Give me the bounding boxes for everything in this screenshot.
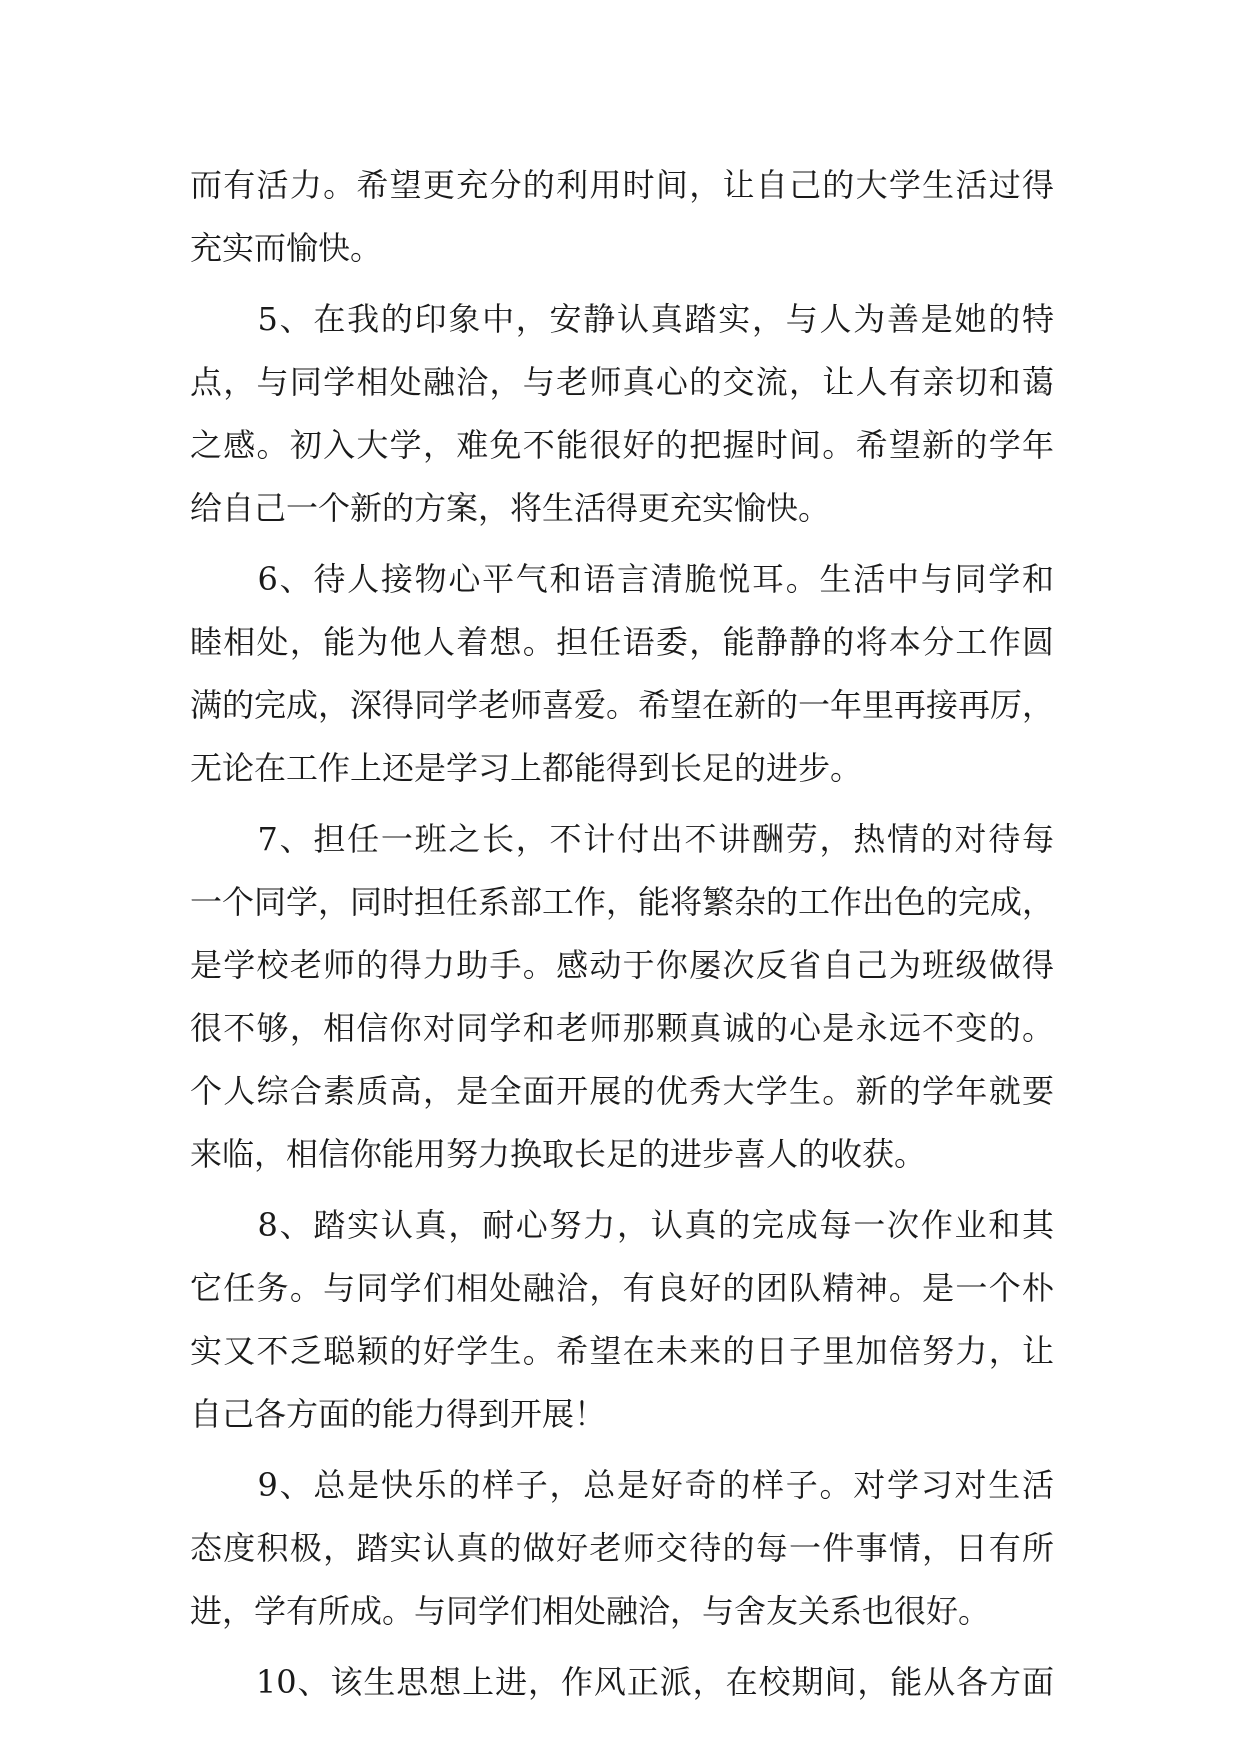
text-line: 6、待人接物心平气和语言清脆悦耳。生活中与同学和	[190, 560, 1054, 598]
text-line: 点，与同学相处融洽，与老师真心的交流，让人有亲切和蔼	[190, 363, 1054, 401]
paragraph	[190, 548, 1054, 800]
paragraph-spacer	[190, 280, 1054, 288]
paragraph	[190, 808, 1054, 1186]
paragraph-spacer	[190, 1186, 1054, 1194]
text-line: 8、踏实认真，耐心努力，认真的完成每一次作业和其	[190, 1206, 1054, 1244]
paragraph	[190, 1194, 1054, 1446]
text-line: 给自己一个新的方案，将生活得更充实愉快。	[190, 489, 831, 527]
text-line: 而有活力。希望更充分的利用时间，让自己的大学生活过得	[190, 166, 1054, 204]
text-line: 个人综合素质高，是全面开展的优秀大学生。新的学年就要	[190, 1072, 1054, 1110]
text-line: 10、该生思想上进，作风正派，在校期间，能从各方面	[190, 1663, 1054, 1701]
paragraph	[190, 288, 1054, 540]
paragraph-spacer	[190, 800, 1054, 808]
text-line: 它任务。与同学们相处融洽，有良好的团队精神。是一个朴	[190, 1269, 1054, 1307]
text-line: 睦相处，能为他人着想。担任语委，能静静的将本分工作圆	[190, 623, 1054, 661]
text-line: 进，学有所成。与同学们相处融洽，与舍友关系也很好。	[190, 1592, 991, 1630]
text-line: 自己各方面的能力得到开展！	[190, 1395, 607, 1433]
paragraph-spacer	[190, 540, 1054, 548]
paragraph	[190, 154, 1054, 280]
text-line: 来临，相信你能用努力换取长足的进步喜人的收获。	[190, 1135, 927, 1173]
text-line: 满的完成，深得同学老师喜爱。希望在新的一年里再接再厉，	[190, 686, 1054, 724]
paragraph-spacer	[190, 1643, 1054, 1651]
text-line: 5、在我的印象中，安静认真踏实，与人为善是她的特	[190, 300, 1054, 338]
text-line: 实又不乏聪颖的好学生。希望在未来的日子里加倍努力，让	[190, 1332, 1054, 1370]
paragraph	[190, 1651, 1054, 1714]
text-line: 很不够，相信你对同学和老师那颗真诚的心是永远不变的。	[190, 1009, 1054, 1047]
text-line: 态度积极，踏实认真的做好老师交待的每一件事情，日有所	[190, 1529, 1054, 1567]
text-line: 是学校老师的得力助手。感动于你屡次反省自己为班级做得	[190, 946, 1054, 984]
paragraph	[190, 1454, 1054, 1643]
text-line: 之感。初入大学，难免不能很好的把握时间。希望新的学年	[190, 426, 1054, 464]
text-line: 7、担任一班之长，不计付出不讲酬劳，热情的对待每	[190, 820, 1054, 858]
text-line: 充实而愉快。	[190, 229, 383, 267]
text-line: 9、总是快乐的样子，总是好奇的样子。对学习对生活	[190, 1466, 1054, 1504]
paragraph-spacer	[190, 1446, 1054, 1454]
text-line: 无论在工作上还是学习上都能得到长足的进步。	[190, 749, 863, 787]
text-line: 一个同学，同时担任系部工作，能将繁杂的工作出色的完成，	[190, 883, 1054, 921]
document-body	[190, 154, 1054, 1714]
